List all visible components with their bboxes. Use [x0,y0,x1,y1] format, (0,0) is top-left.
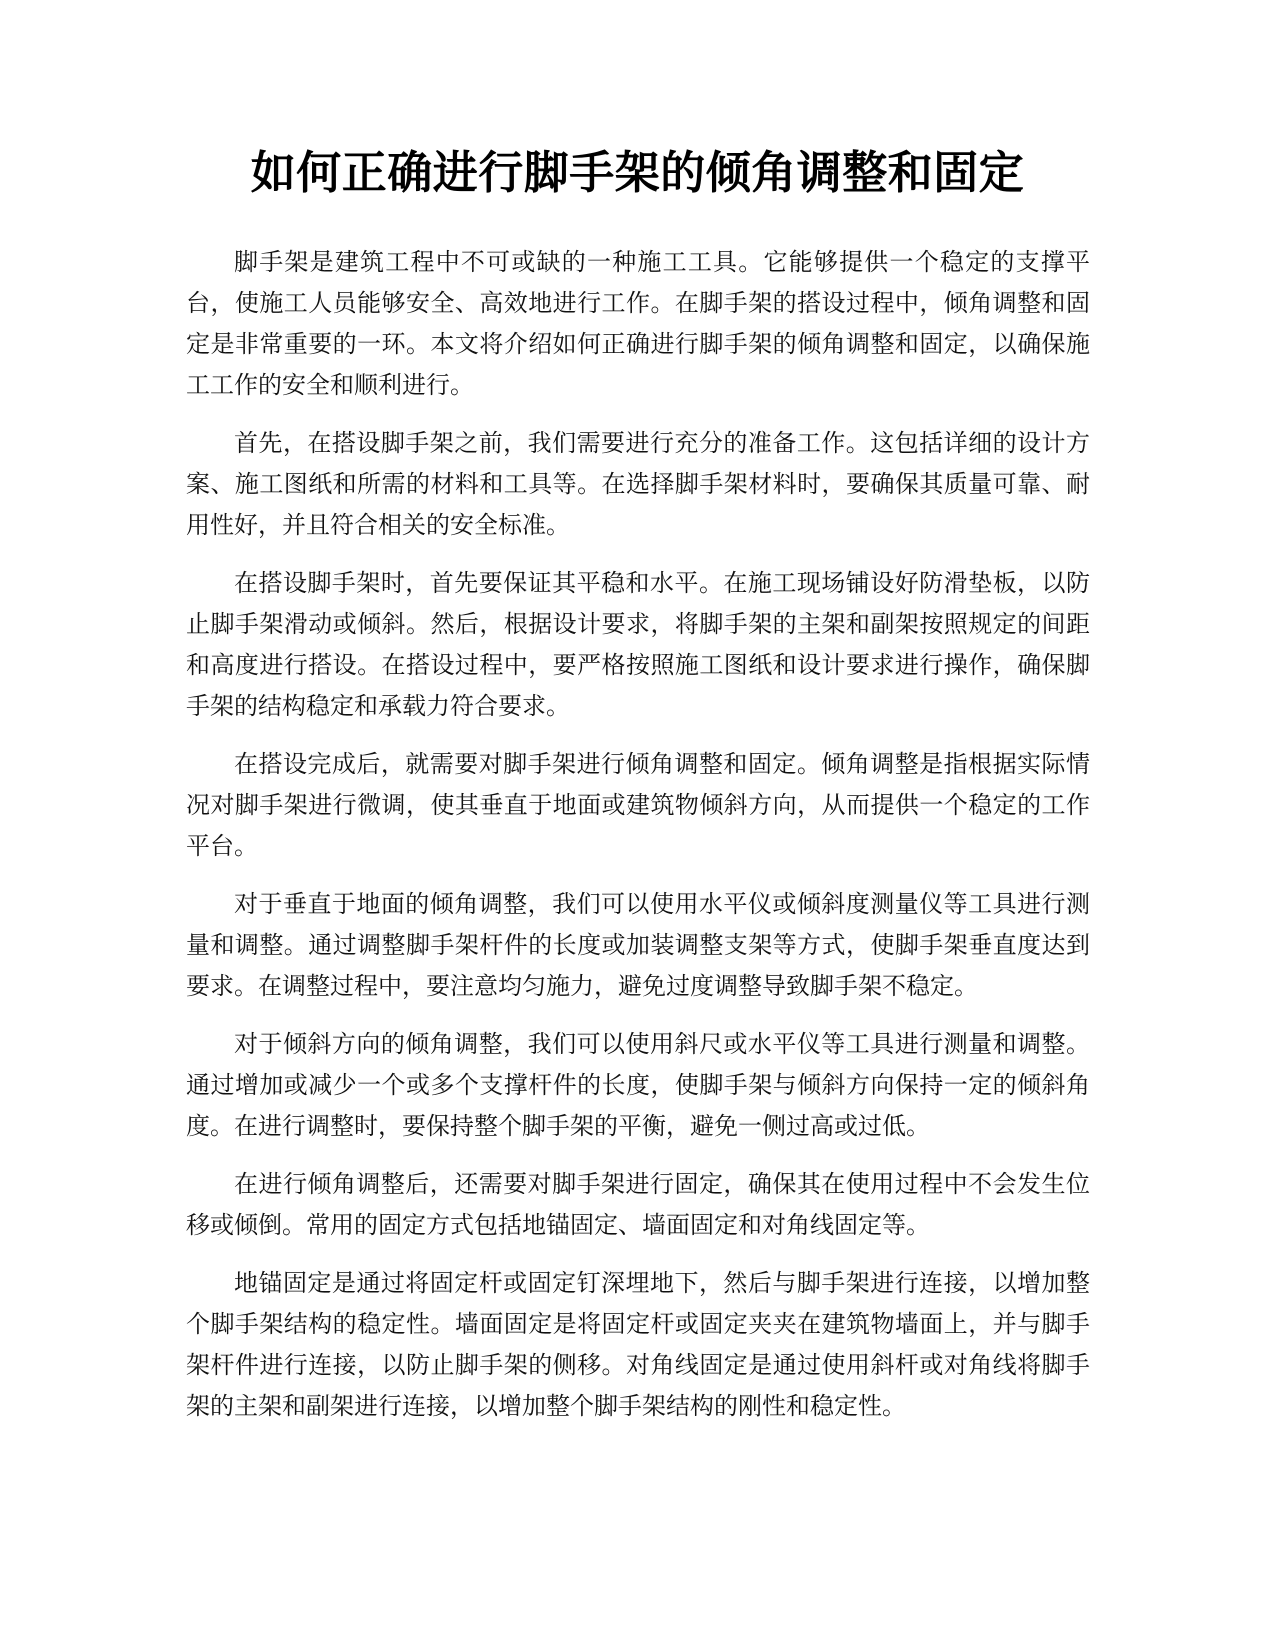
paragraph-vertical-adjustment: 对于垂直于地面的倾角调整，我们可以使用水平仪或倾斜度测量仪等工具进行测量和调整。通过调整脚手架杆件的长度或加装调整支架等方式，使脚手架垂直度达到要求。在调整过程中，要注意均匀施力，避免过度调整导致脚手架不稳定。 [186,890,1090,1000]
paragraph-tilt-adjustment: 在搭设完成后，就需要对脚手架进行倾角调整和固定。倾角调整是指根据实际情况对脚手架进行微调，使其垂直于地面或建筑物倾斜方向，从而提供一个稳定的工作平台。 [186,750,1090,860]
paragraph-intro: 脚手架是建筑工程中不可或缺的一种施工工具。它能够提供一个稳定的支撑平台，使施工人员能够安全、高效地进行工作。在脚手架的搭设过程中，倾角调整和固定是非常重要的一环。本文将介绍如何正确进行脚手架的倾角调整和固定，以确保施工工作的安全和顺利进行。 [186,248,1090,399]
paragraph-erection: 在搭设脚手架时，首先要保证其平稳和水平。在施工现场铺设好防滑垫板，以防止脚手架滑动或倾斜。然后，根据设计要求，将脚手架的主架和副架按照规定的间距和高度进行搭设。在搭设过程中，要严格按照施工图纸和设计要求进行操作，确保脚手架的结构稳定和承载力符合要求。 [186,569,1090,720]
paragraph-fixing-methods: 地锚固定是通过将固定杆或固定钉深埋地下，然后与脚手架进行连接，以增加整个脚手架结构的稳定性。墙面固定是将固定杆或固定夹夹在建筑物墙面上，并与脚手架杆件进行连接，以防止脚手架的侧移。对角线固定是通过使用斜杆或对角线将脚手架的主架和副架进行连接，以增加整个脚手架结构的刚性和稳定性。 [186,1269,1090,1420]
document-body [186,242,1090,1444]
document-title: 如何正确进行脚手架的倾角调整和固定 [250,146,1025,199]
paragraph-fixing: 在进行倾角调整后，还需要对脚手架进行固定，确保其在使用过程中不会发生位移或倾倒。常用的固定方式包括地锚固定、墙面固定和对角线固定等。 [186,1170,1090,1239]
paragraph-preparation: 首先，在搭设脚手架之前，我们需要进行充分的准备工作。这包括详细的设计方案、施工图纸和所需的材料和工具等。在选择脚手架材料时，要确保其质量可靠、耐用性好，并且符合相关的安全标准。 [186,429,1090,539]
paragraph-inclined-adjustment: 对于倾斜方向的倾角调整，我们可以使用斜尺或水平仪等工具进行测量和调整。通过增加或减少一个或多个支撑杆件的长度，使脚手架与倾斜方向保持一定的倾斜角度。在进行调整时，要保持整个脚手架的平衡，避免一侧过高或过低。 [186,1030,1090,1140]
